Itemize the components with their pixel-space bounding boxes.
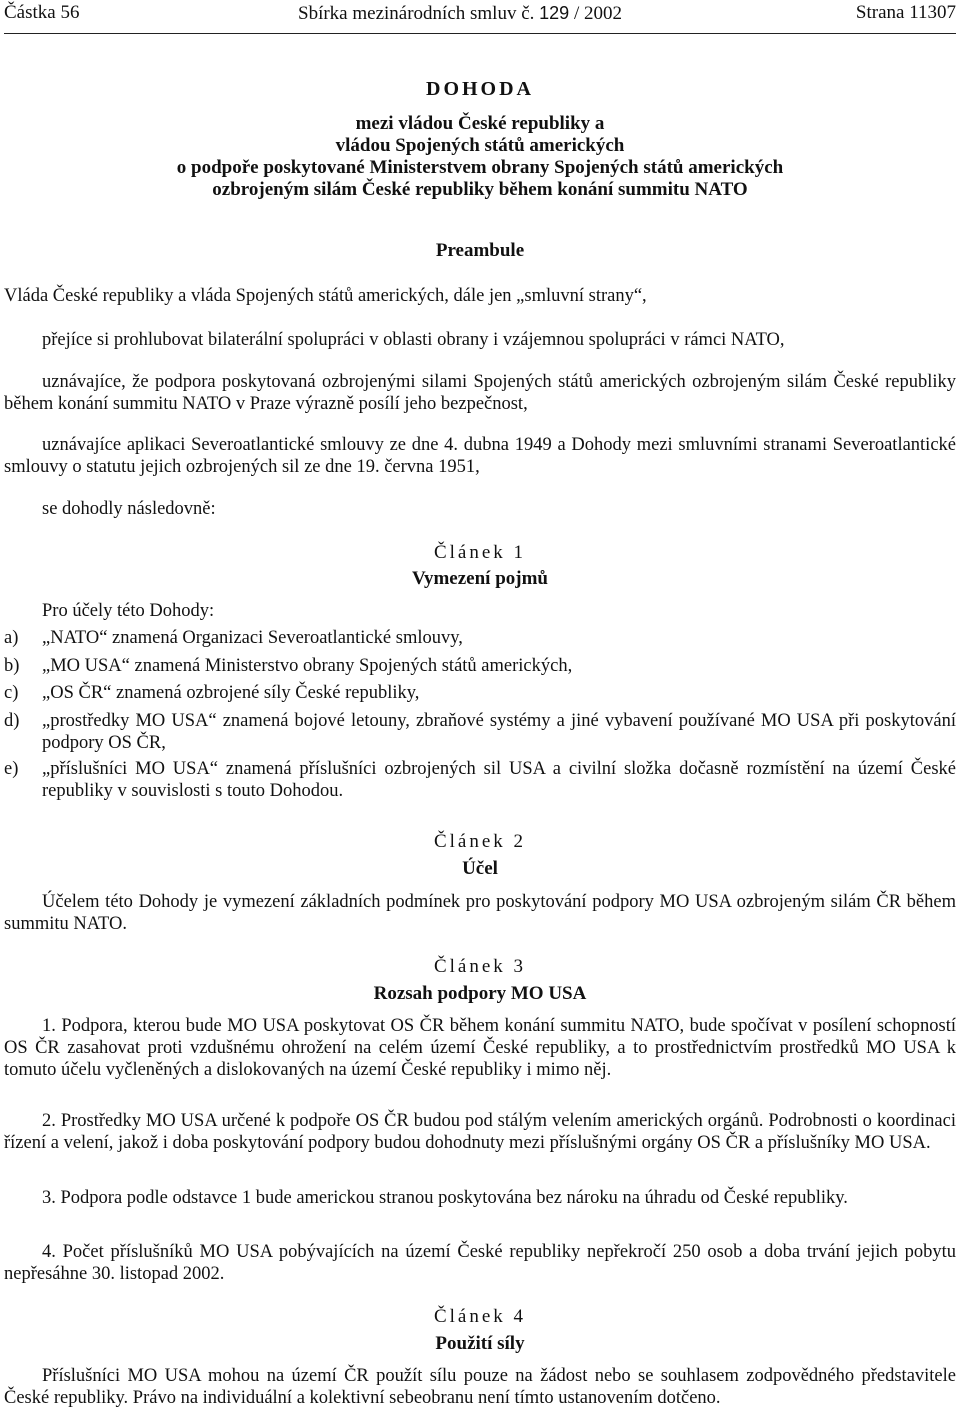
- article-3-paragraph: 2. Prostředky MO USA určené k podpoře OS ČR budou pod stálým velením amerických orgánů. Podrobnosti o koordinaci řízení a velení, jakož i doba poskytování podpory budou dohodnuty mezi příslušnými orgány OS ČR a příslušníky MO USA.: [4, 1111, 956, 1153]
- header-year: / 2002: [573, 3, 622, 24]
- subtitle-line: mezi vládou České republiky a: [355, 113, 605, 134]
- definition-text: „NATO“ znamená Organizaci Severoatlantické smlouvy,: [42, 628, 463, 648]
- header-number: 129: [539, 3, 570, 23]
- definition-label: e): [4, 759, 19, 779]
- article-3-paragraph: 3. Podpora podle odstavce 1 bude americkou stranou poskytována bez nároku na úhradu od České republiky.: [42, 1188, 848, 1208]
- article-3-heading: Rozsah podpory MO USA: [373, 983, 587, 1004]
- definition-label: a): [4, 628, 19, 648]
- preamble-paragraph: Vláda České republiky a vláda Spojených států amerických, dále jen „smluvní strany“,: [4, 286, 647, 306]
- article-2-label: Článek 2: [433, 831, 527, 852]
- preamble-paragraph: uznávajíce aplikaci Severoatlantické smlouvy ze dne 4. dubna 1949 a Dohody mezi smluvními stranami Severoatlantické smlouvy o statutu jejich ozbrojených sil ze dne 19. června 1951,: [4, 435, 956, 477]
- article-1-label: Článek 1: [433, 542, 527, 563]
- article-2-text: Účelem této Dohody je vymezení základních podmínek pro poskytování podpory MO USA ozbrojeným silám ČR během summitu NATO.: [4, 892, 956, 934]
- preamble-paragraph: se dohodly následovně:: [42, 499, 216, 519]
- definition-label: b): [4, 656, 20, 676]
- definition-text: „MO USA“ znamená Ministerstvo obrany Spojených států amerických,: [42, 656, 573, 676]
- article-4-text: Příslušníci MO USA mohou na území ČR použít sílu pouze na žádost nebo se souhlasem zodpovědného představitele České republiky. Právo na individuální a kolektivní sebeobranu není tímto ustanovením dotčeno.: [4, 1366, 956, 1408]
- article-3-paragraph: 1. Podpora, kterou bude MO USA poskytovat OS ČR během konání summitu NATO, bude spočívat v posílení schopností OS ČR zasahovat proti vzdušnému ohrožení na celém území České republiky, a to prostřednictvím prostředků MO USA k tomuto účelu vyčleněných a dislokovaných na území České republiky i mimo něj.: [4, 1016, 956, 1080]
- definition-label: d): [4, 711, 20, 731]
- article-1-intro: Pro účely této Dohody:: [42, 601, 215, 621]
- preamble-paragraph: uznávajíce, že podpora poskytovaná ozbrojenými silami Spojených států amerických ozbrojeným silám České republiky během konání summitu NATO v Praze výrazně posílí jeho bezpečnost,: [4, 372, 956, 414]
- definition-text: „příslušníci MO USA“ znamená příslušníci ozbrojených sil USA a civilní složka dočasně rozmístění na území České republiky v souvislosti s touto Dohodou.: [42, 759, 956, 801]
- preamble-paragraph: přejíce si prohlubovat bilaterální spolupráci v oblasti obrany i vzájemnou spolupráci v rámci NATO,: [42, 330, 785, 350]
- definition-text: „prostředky MO USA“ znamená bojové letouny, zbraňové systémy a jiné vybavení používané MO USA při poskytování podpory OS ČR,: [42, 711, 956, 753]
- document-subtitle: [4, 113, 956, 201]
- header-rule: [4, 33, 956, 34]
- article-4-label: Článek 4: [433, 1306, 527, 1327]
- preamble-heading: Preambule: [435, 240, 525, 261]
- subtitle-line: ozbrojeným silám České republiky během konání summitu NATO: [212, 179, 748, 200]
- subtitle-line: o podpoře poskytované Ministerstvem obrany Spojených států amerických: [176, 157, 784, 178]
- page-header: [4, 2, 956, 28]
- header-part: Částka 56: [4, 2, 80, 23]
- article-2-heading: Účel: [462, 858, 498, 879]
- header-page-number: Strana 11307: [855, 2, 956, 23]
- definition-text: „OS ČR“ znamená ozbrojené síly České republiky,: [42, 683, 420, 703]
- article-1-heading: Vymezení pojmů: [412, 568, 548, 589]
- article-3-paragraph: 4. Počet příslušníků MO USA pobývajících na území České republiky nepřekročí 250 osob a doba trvání jejich pobytu nepřesáhne 30. listopad 2002.: [4, 1242, 956, 1284]
- article-3-label: Článek 3: [433, 956, 527, 977]
- definition-label: c): [4, 683, 19, 703]
- header-collection-name: Sbírka mezinárodních smluv č.: [298, 3, 535, 24]
- subtitle-line: vládou Spojených států amerických: [335, 135, 625, 156]
- document-title: DOHODA: [426, 78, 534, 100]
- article-4-heading: Použití síly: [435, 1333, 525, 1354]
- header-collection: [298, 2, 622, 25]
